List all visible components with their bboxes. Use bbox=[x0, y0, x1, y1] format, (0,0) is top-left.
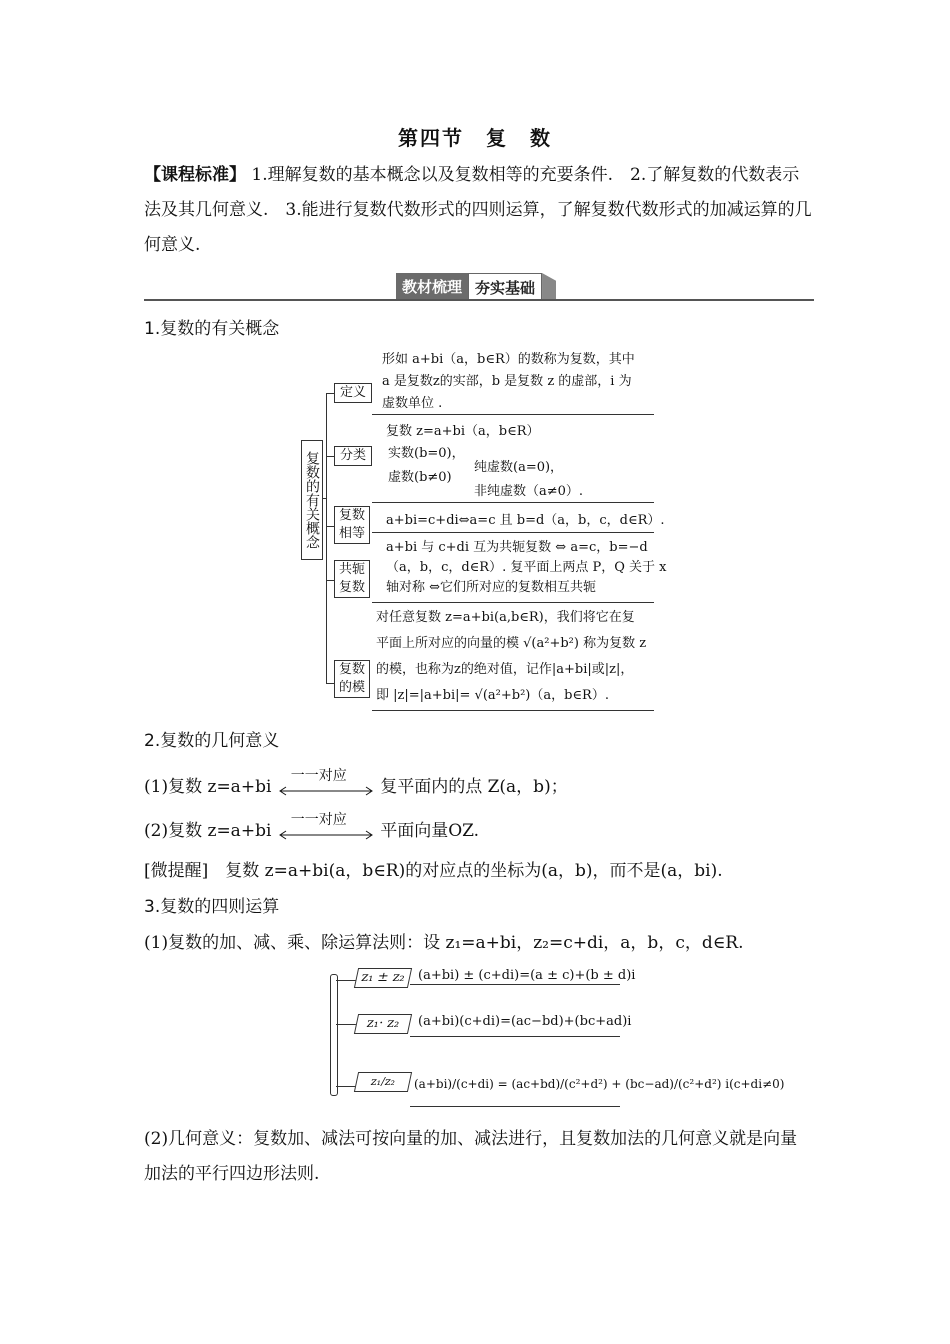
banner-fold-icon bbox=[542, 273, 556, 299]
geometric-meaning-paragraph: (2)几何意义：复数加、减法可按向量的加、减法进行，且复数加法的几何意义就是向量加法的平行四边形法则. bbox=[144, 1129, 798, 1184]
section1-heading: 1.复数的有关概念 bbox=[144, 319, 280, 339]
banner-right: 夯实基础 bbox=[468, 273, 542, 299]
double-arrow-icon bbox=[277, 779, 375, 797]
standard-tag: 【课程标准】 bbox=[144, 165, 246, 185]
op-mul-label: z₁· z₂ bbox=[354, 1014, 412, 1034]
tree-root: 复数的有关概念 bbox=[301, 440, 323, 560]
section3-heading: 3.复数的四则运算 bbox=[144, 897, 280, 917]
ops-bracket bbox=[330, 974, 338, 1096]
section-banner bbox=[396, 273, 556, 299]
op-add-formula: (a+bi) ± (c+di)=(a ± c)+(b ± d)i bbox=[418, 968, 636, 983]
branch-definition: 定义 bbox=[334, 383, 372, 403]
branch-conjugate: 共轭复数 bbox=[334, 560, 370, 598]
op-div-label: z₁/z₂ bbox=[354, 1072, 412, 1092]
op-mul-formula: (a+bi)(c+di)=(ac−bd)+(bc+ad)i bbox=[418, 1014, 632, 1029]
branch-modulus: 复数的模 bbox=[334, 660, 370, 698]
correspondence-arrow: 一一对应 bbox=[277, 779, 375, 797]
standard-text: 1.理解复数的基本概念以及复数相等的充要条件. 2.了解复数的代数表示法及其几何意义. 3.能进行复数代数形式的四则运算，了解复数代数形式的加减运算的几何意义. bbox=[144, 165, 812, 255]
op-div-formula: (a+bi)/(c+di) = (ac+bd)/(c²+d²) + (bc−ad)/(c²+d²) i(c+di≠0) bbox=[414, 1077, 785, 1091]
branch-classification: 分类 bbox=[334, 446, 372, 466]
concept-tree: 复数的有关概念 定义 形如 a+bi（a，b∈R）的数称为复数，其中 a 是复数z的实部，b 是复数 z 的虚部，i 为 虚数单位 . 分类 复数 z=a+bi（a，b∈R） 实数(b=0)， 虚数(b≠0) 纯虚数(a=0)， 非纯虚数（a≠0）. 复数相等 a+bi=c+di⇔a=c 且 b=d（a，b，c，d∈R）. 共轭复数 a+bi 与 c+di 互为共轭复数 ⇔ a=c，b=−d （a，b，c，d∈R）. 复平面上两点 P，Q 关于 x 轴对称 ⇔它们所对应的复数相互共轭 复数的模 对任意复数 z=a+bi(a,b∈R)，我们将它在复 平面上所对应的向量的模 √(a²+b²) 称为复数 z 的模，也称为z的绝对值，记作|a+bi|或|z|， 即 |z|=|a+bi|= √(a²+b²)（a，b∈R）. bbox=[296, 348, 660, 714]
tip-line: [微提醒] 复数 z=a+bi(a，b∈R)的对应点的坐标为(a，b)，而不是(a，bi). bbox=[144, 861, 723, 881]
section2-heading: 2.复数的几何意义 bbox=[144, 731, 280, 751]
course-standard bbox=[144, 158, 814, 263]
tree-trunk bbox=[326, 393, 327, 683]
page-title: 第四节 复 数 bbox=[398, 126, 552, 150]
geom-line2: (2)复数 z=a+bi 一一对应 平面向量OZ. bbox=[144, 811, 480, 841]
geom-line1: (1)复数 z=a+bi 一一对应 复平面内的点 Z(a，b)； bbox=[144, 767, 568, 797]
branch-equality: 复数相等 bbox=[334, 506, 370, 544]
double-arrow-icon bbox=[277, 823, 375, 841]
ops-rule-line: (1)复数的加、减、乘、除运算法则：设 z₁=a+bi，z₂=c+di，a，b，c，d∈R. bbox=[144, 933, 744, 953]
op-add-label: z₁ ± z₂ bbox=[354, 968, 412, 988]
banner-left: 教材梳理 bbox=[396, 273, 468, 299]
banner-divider bbox=[144, 299, 814, 301]
correspondence-arrow: 一一对应 bbox=[277, 823, 375, 841]
operations-diagram bbox=[326, 964, 785, 1114]
